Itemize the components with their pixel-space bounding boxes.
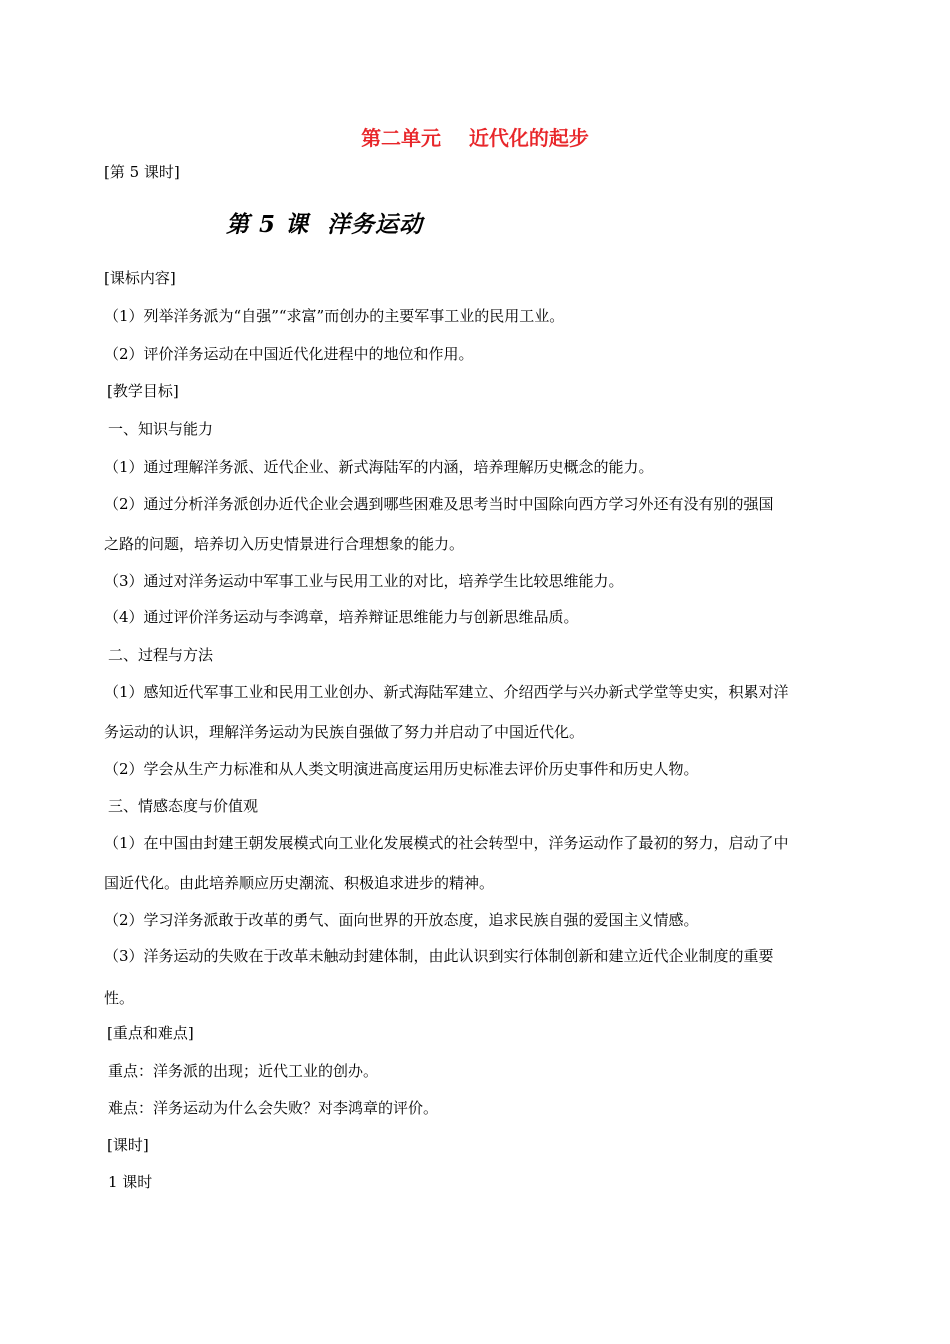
subsection-heading: 一、知识与能力 [108,420,214,438]
section-heading: [重点和难点] [107,1024,194,1042]
body-line: （2）评价洋务运动在中国近代化进程中的地位和作用。 [104,345,474,363]
body-line: 务运动的认识，理解洋务运动为民族自强做了努力并启动了中国近代化。 [104,723,585,741]
section-heading: [教学目标] [107,382,179,400]
unit-title: 第二单元 近代化的起步 [361,126,589,150]
subsection-heading: 二、过程与方法 [108,646,214,664]
body-line: （1）在中国由封建王朝发展模式向工业化发展模式的社会转型中，洋务运动作了最初的努力，启动了中 [104,834,789,852]
body-line: （2）学习洋务派敢于改革的勇气、面向世界的开放态度，追求民族自强的爱国主义情感。 [104,911,699,929]
body-line: 重点：洋务派的出现；近代工业的创办。 [108,1062,379,1080]
period-tag: [第 5 课时] [104,163,180,181]
body-line: （3）洋务运动的失败在于改革未触动封建体制，由此认识到实行体制创新和建立近代企业制度的重要 [104,947,774,965]
body-line: （1）感知近代军事工业和民用工业创办、新式海陆军建立、介绍西学与兴办新式学堂等史实，积累对洋 [104,683,789,701]
subsection-heading: 三、情感态度与价值观 [108,797,259,815]
section-heading: [课时] [107,1136,149,1154]
body-line: 性。 [104,989,135,1007]
body-line: 难点：洋务运动为什么会失败？对李鸿章的评价。 [108,1099,439,1117]
body-line: 之路的问题，培养切入历史情景进行合理想象的能力。 [104,535,465,553]
section-heading: [课标内容] [104,269,176,287]
body-line: （1）通过理解洋务派、近代企业、新式海陆军的内涵，培养理解历史概念的能力。 [104,458,654,476]
body-line: （2）学会从生产力标准和从人类文明演进高度运用历史标准去评价历史事件和历史人物。 [104,760,699,778]
body-line: 国近代化。由此培养顺应历史潮流、积极追求进步的精神。 [104,874,495,892]
body-line: 1 课时 [108,1173,153,1191]
body-line: （1）列举洋务派为“自强”“求富”而创办的主要军事工业的民用工业。 [104,307,565,325]
lesson-title: 第 5 课 洋务运动 [226,211,424,238]
body-line: （4）通过评价洋务运动与李鸿章，培养辩证思维能力与创新思维品质。 [104,608,579,626]
body-line: （2）通过分析洋务派创办近代企业会遇到哪些困难及思考当时中国除向西方学习外还有没有别的强国 [104,495,774,513]
body-line: （3）通过对洋务运动中军事工业与民用工业的对比，培养学生比较思维能力。 [104,572,624,590]
